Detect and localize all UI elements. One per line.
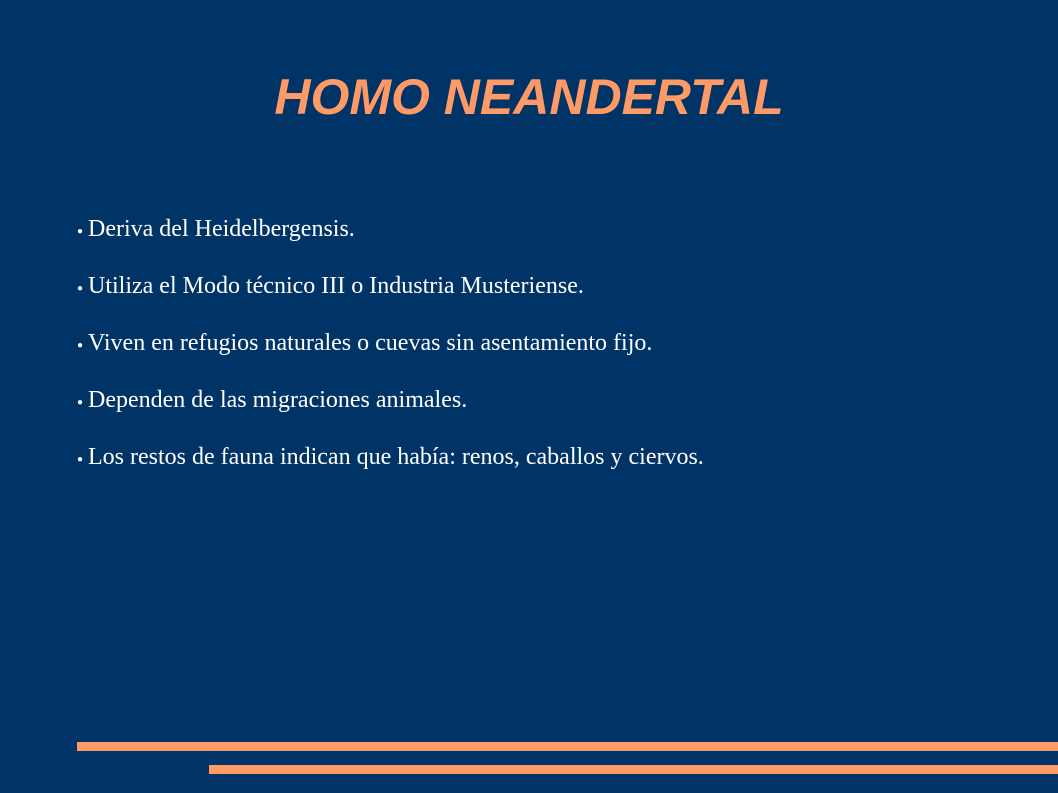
bullet-item xyxy=(77,320,704,377)
bullet-dot-icon: ● xyxy=(77,397,84,408)
bullet-item xyxy=(77,263,704,320)
bullet-text: Los restos de fauna indican que había: renos, caballos y ciervos. xyxy=(88,444,704,470)
bullet-text: Deriva del Heidelbergensis. xyxy=(88,216,355,242)
bullet-list xyxy=(77,206,704,491)
bullet-dot-icon: ● xyxy=(77,340,84,351)
bullet-item xyxy=(77,206,704,263)
bullet-text: Dependen de las migraciones animales. xyxy=(88,387,468,413)
decorative-bar-top xyxy=(77,742,1058,751)
bullet-item xyxy=(77,377,704,434)
decorative-bar-bottom xyxy=(209,765,1058,774)
bullet-text: Utiliza el Modo técnico III o Industria Musteriense. xyxy=(88,273,584,299)
bullet-dot-icon: ● xyxy=(77,283,84,294)
bullet-dot-icon: ● xyxy=(77,226,84,237)
bullet-text: Viven en refugios naturales o cuevas sin asentamiento fijo. xyxy=(88,330,653,356)
bullet-dot-icon: ● xyxy=(77,454,84,465)
bullet-item xyxy=(77,434,704,491)
slide-title: HOMO NEANDERTAL xyxy=(274,69,784,125)
